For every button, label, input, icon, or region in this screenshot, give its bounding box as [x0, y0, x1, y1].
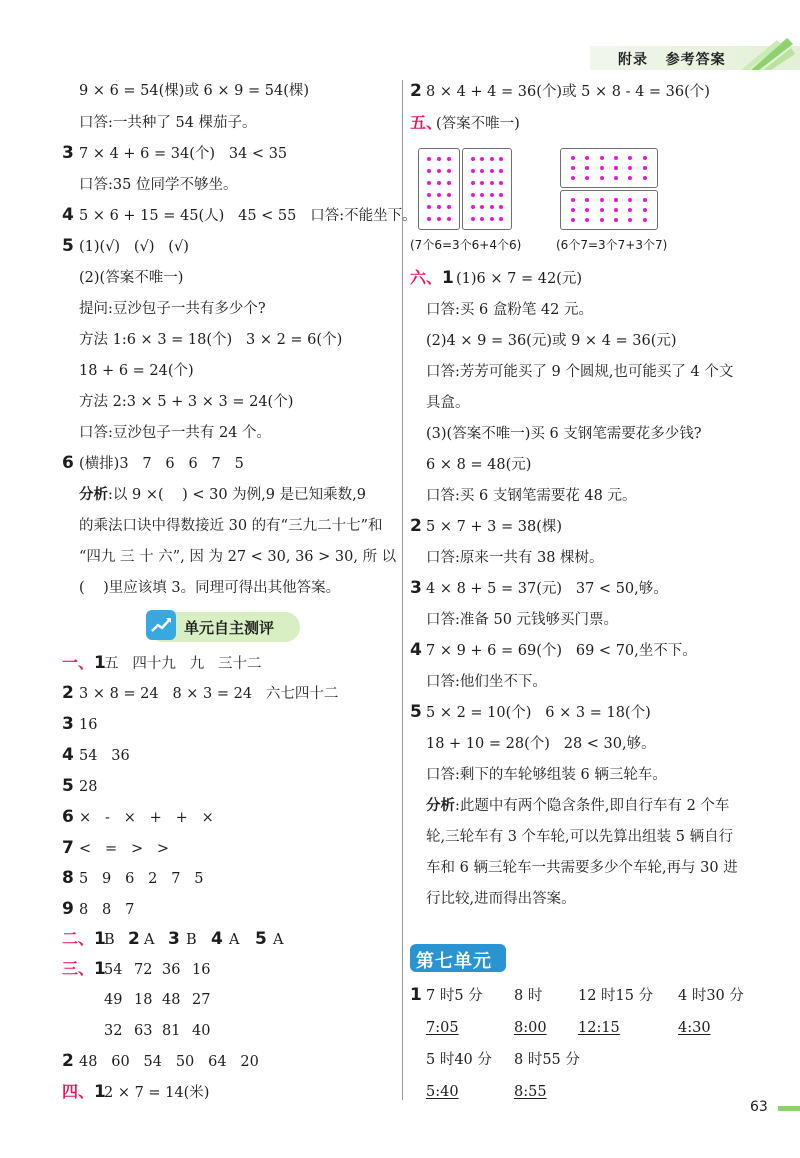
- dot: [614, 166, 618, 170]
- answer-line: 7 × 9 + 6 = 69(个) 69 < 70,坐不下。: [426, 643, 697, 659]
- analysis-line: “四九 三 十 六”, 因 为 27 < 30, 36 > 30, 所 以: [79, 549, 397, 565]
- dot-array-6x3-bottom: [560, 190, 658, 230]
- time-text: 5 时40 分: [426, 1052, 492, 1068]
- answer-line: 具盒。: [426, 395, 470, 411]
- page-number-bar: [778, 1106, 800, 1111]
- analysis-label: 分析: [426, 797, 455, 814]
- answer-line: 口答:芳芳可能买了 9 个圆规,也可能买了 4 个文: [426, 364, 734, 380]
- dot: [480, 217, 484, 221]
- page-number: 63: [750, 1099, 768, 1115]
- grid-cell: 27: [192, 992, 211, 1008]
- digital-time: 4:30: [678, 1020, 711, 1036]
- dot: [499, 193, 503, 197]
- dot: [600, 156, 604, 160]
- dot: [437, 181, 441, 185]
- answer-line: 8 × 4 + 4 = 36(个)或 5 × 8 - 4 = 36(个): [426, 84, 710, 100]
- analysis-line: 轮,三轮车有 3 个车轮,可以先算出组装 5 辆自行: [426, 829, 734, 845]
- dot: [427, 157, 431, 161]
- dot: [585, 156, 589, 160]
- question-number: 2: [410, 516, 422, 536]
- header-decoration-icon: [737, 36, 797, 72]
- answer-line: 口答:剩下的车轮够组装 6 辆三轮车。: [426, 767, 667, 783]
- dot: [437, 157, 441, 161]
- dot: [600, 198, 604, 202]
- grid-cell: 16: [192, 962, 211, 978]
- dot: [499, 181, 503, 185]
- dot: [585, 218, 589, 222]
- answer-line: 口答:他们坐不下。: [426, 674, 547, 690]
- analysis-label: 分析: [79, 486, 108, 503]
- answer-line: (2)4 × 9 = 36(元)或 9 × 4 = 36(元): [426, 333, 677, 349]
- dot: [447, 181, 451, 185]
- time-text: 8 时: [514, 988, 543, 1004]
- answer-line: (3)(答案不唯一)买 6 支钢笔需要花多少钱?: [426, 426, 702, 442]
- analysis-line: 分析:以 9 ×( ) < 30 为例,9 是已知乘数,9: [79, 486, 366, 503]
- dot: [480, 169, 484, 173]
- question-number: 6: [62, 453, 74, 473]
- dot: [447, 193, 451, 197]
- question-number: 4: [62, 745, 74, 765]
- dot: [480, 157, 484, 161]
- answer-line: 口答:买 6 盒粉笔 42 元。: [426, 302, 593, 318]
- question-number: 5: [62, 236, 74, 256]
- dot: [600, 166, 604, 170]
- dot: [427, 181, 431, 185]
- dot: [480, 205, 484, 209]
- answer-line: 五 四十九 九 三十二: [104, 656, 262, 672]
- digital-time: 8:00: [514, 1020, 547, 1036]
- answer-line: 5 × 2 = 10(个) 6 × 3 = 18(个): [426, 705, 651, 721]
- question-number: 4: [211, 929, 223, 949]
- dot: [585, 166, 589, 170]
- answer-line: (横排)3 7 6 6 7 5: [79, 456, 244, 472]
- answer-line: 口答:一共种了 54 棵茄子。: [79, 115, 257, 131]
- digital-time: 8:55: [514, 1084, 547, 1100]
- dot: [437, 205, 441, 209]
- question-number: 2: [128, 929, 140, 949]
- answer-choice: A: [273, 932, 284, 948]
- question-number: 5: [62, 776, 74, 796]
- analysis-line: ( )里应该填 3。同理可得出其他答案。: [79, 580, 341, 596]
- answer-line: 口答:35 位同学不够坐。: [79, 177, 238, 193]
- dot: [571, 208, 575, 212]
- unit-seven-title: 第七单元: [416, 951, 492, 972]
- grid-cell: 54: [104, 962, 123, 978]
- header-title: 附录 参考答案: [618, 52, 726, 68]
- dot: [600, 208, 604, 212]
- dot: [643, 198, 647, 202]
- time-text: 4 时30 分: [678, 988, 744, 1004]
- answer-line: × - × + + ×: [79, 810, 214, 826]
- dot: [447, 217, 451, 221]
- answer-choice: B: [104, 932, 115, 948]
- section-heading-2: 二、1: [62, 929, 106, 949]
- answer-line: 方法 1:6 × 3 = 18(个) 3 × 2 = 6(个): [79, 332, 343, 348]
- dot: [471, 217, 475, 221]
- question-number: 6: [62, 807, 74, 827]
- grid-cell: 18: [134, 992, 153, 1008]
- dot: [571, 218, 575, 222]
- answer-line: 18 + 6 = 24(个): [79, 363, 194, 379]
- grid-cell: 49: [104, 992, 123, 1008]
- dot: [600, 176, 604, 180]
- dot-array-caption: (6个7=3个7+3个7): [556, 238, 668, 252]
- dot: [471, 157, 475, 161]
- unit-seven-badge: [410, 944, 506, 972]
- dot: [614, 208, 618, 212]
- dot: [471, 205, 475, 209]
- dot: [571, 156, 575, 160]
- dot-array-4x6: [462, 148, 512, 230]
- dot: [628, 166, 632, 170]
- dot: [427, 205, 431, 209]
- answer-line: 口答:豆沙包子一共有 24 个。: [79, 425, 272, 441]
- answer-line: 方法 2:3 × 5 + 3 × 3 = 24(个): [79, 394, 294, 410]
- answer-line: 提问:豆沙包子一共有多少个?: [79, 301, 266, 317]
- dot: [490, 169, 494, 173]
- answer-line: 8 8 7: [79, 902, 135, 918]
- grid-cell: 81: [162, 1023, 181, 1039]
- column-divider: [402, 80, 403, 1100]
- answer-line: 9 × 6 = 54(棵)或 6 × 9 = 54(棵): [79, 83, 310, 99]
- dot: [437, 169, 441, 173]
- answer-line: (1)6 × 7 = 42(元): [456, 271, 582, 287]
- section-heading-5: 五、: [410, 113, 443, 132]
- analysis-line: 车和 6 辆三轮车一共需要多少个车轮,再与 30 进: [426, 860, 738, 876]
- dot: [628, 176, 632, 180]
- dot: [427, 193, 431, 197]
- answer-line: 16: [79, 717, 98, 733]
- answer-line: 5 × 6 + 15 = 45(人) 45 < 55 口答:不能坐下。: [79, 208, 417, 224]
- dot: [499, 217, 503, 221]
- question-number: 3: [168, 929, 180, 949]
- grid-cell: 63: [134, 1023, 153, 1039]
- digital-time: 12:15: [578, 1020, 620, 1036]
- answer-line: 4 × 8 + 5 = 37(元) 37 < 50,够。: [426, 581, 668, 597]
- dot: [614, 156, 618, 160]
- dot: [571, 198, 575, 202]
- grid-cell: 72: [134, 962, 153, 978]
- answer-line: 54 36: [79, 748, 130, 764]
- dot: [643, 166, 647, 170]
- analysis-line: 行比较,进而得出答案。: [426, 891, 576, 907]
- dot: [499, 205, 503, 209]
- unit-test-title: 单元自主测评: [184, 619, 275, 637]
- analysis-line: 的乘法口诀中得数接近 30 的有“三九二十七”和: [79, 518, 383, 534]
- dot: [499, 169, 503, 173]
- answer-line: < = > >: [79, 841, 170, 857]
- answer-line: 18 + 10 = 28(个) 28 < 30,够。: [426, 736, 656, 752]
- answer-line: 口答:原来一共有 38 棵树。: [426, 550, 604, 566]
- dot: [614, 176, 618, 180]
- dot: [437, 193, 441, 197]
- grid-cell: 36: [162, 962, 181, 978]
- question-number: 5: [255, 929, 267, 949]
- dot: [643, 156, 647, 160]
- dot: [490, 193, 494, 197]
- answer-note: (答案不唯一): [436, 116, 520, 132]
- dot: [600, 218, 604, 222]
- time-text: 12 时15 分: [578, 988, 654, 1004]
- digital-time: 5:40: [426, 1084, 459, 1100]
- question-number: 2: [62, 1051, 74, 1071]
- question-number: 4: [410, 640, 422, 660]
- question-number: 1: [410, 985, 422, 1005]
- dot: [490, 217, 494, 221]
- dot: [471, 181, 475, 185]
- answer-line: 口答:买 6 支钢笔需要花 48 元。: [426, 488, 637, 504]
- grid-cell: 40: [192, 1023, 211, 1039]
- answer-choice: A: [144, 932, 155, 948]
- grid-cell: 32: [104, 1023, 123, 1039]
- dot-array-6x3-top: [560, 148, 658, 188]
- question-number: 8: [62, 868, 74, 888]
- dot: [499, 157, 503, 161]
- dot: [628, 198, 632, 202]
- dot: [643, 176, 647, 180]
- question-number: 2: [62, 683, 74, 703]
- dot: [427, 169, 431, 173]
- question-number: 3: [62, 143, 74, 163]
- dot: [437, 217, 441, 221]
- dot: [427, 217, 431, 221]
- dot: [614, 218, 618, 222]
- dot: [490, 181, 494, 185]
- dot: [447, 157, 451, 161]
- section-heading-3: 三、1: [62, 959, 106, 979]
- dot: [447, 205, 451, 209]
- grid-cell: 48: [162, 992, 181, 1008]
- dot: [585, 208, 589, 212]
- dot: [585, 176, 589, 180]
- answer-line: 2 × 7 = 14(米): [104, 1085, 210, 1101]
- answer-line: (2)(答案不唯一): [79, 270, 184, 286]
- dot-array-3x6: [418, 148, 460, 230]
- dot: [643, 208, 647, 212]
- dot: [643, 218, 647, 222]
- page-header: [590, 46, 800, 70]
- time-text: 8 时55 分: [514, 1052, 580, 1068]
- question-number: 9: [62, 899, 74, 919]
- answer-line: 28: [79, 779, 98, 795]
- question-number: 2: [410, 81, 422, 101]
- section-heading-6: 六、1: [410, 268, 454, 288]
- dot: [628, 156, 632, 160]
- question-number: 7: [62, 838, 74, 858]
- dot: [490, 157, 494, 161]
- question-number: 3: [410, 578, 422, 598]
- dot: [471, 193, 475, 197]
- answer-line: 5 × 7 + 3 = 38(棵): [426, 519, 563, 535]
- dot: [571, 176, 575, 180]
- answer-line: 5 9 6 2 7 5: [79, 871, 204, 887]
- digital-time: 7:05: [426, 1020, 459, 1036]
- answer-line: 6 × 8 = 48(元): [426, 457, 532, 473]
- section-heading-1: 一、1: [62, 653, 106, 673]
- chart-trend-icon: [146, 610, 176, 640]
- section-heading-4: 四、1: [62, 1082, 106, 1102]
- answer-choice: A: [229, 932, 240, 948]
- unit-test-badge: [148, 612, 300, 642]
- answer-line: 3 × 8 = 24 8 × 3 = 24 六七四十二: [79, 686, 339, 702]
- dot: [571, 166, 575, 170]
- question-number: 5: [410, 702, 422, 722]
- dot: [480, 193, 484, 197]
- dot: [447, 169, 451, 173]
- question-number: 3: [62, 714, 74, 734]
- dot: [490, 205, 494, 209]
- dot-array-caption: (7个6=3个6+4个6): [410, 238, 522, 252]
- dot: [480, 181, 484, 185]
- answer-line: 48 60 54 50 64 20: [79, 1054, 259, 1070]
- analysis-line: 分析:此题中有两个隐含条件,即自行车有 2 个车: [426, 797, 730, 814]
- dot: [628, 208, 632, 212]
- dot: [471, 169, 475, 173]
- answer-line: 口答:准备 50 元钱够买门票。: [426, 612, 619, 628]
- dot: [628, 218, 632, 222]
- answer-line: (1)(√) (√) (√): [79, 239, 189, 255]
- question-number: 4: [62, 205, 74, 225]
- answer-line: 7 × 4 + 6 = 34(个) 34 < 35: [79, 146, 288, 162]
- time-text: 7 时5 分: [426, 988, 483, 1004]
- dot: [614, 198, 618, 202]
- dot: [585, 198, 589, 202]
- answer-choice: B: [186, 932, 197, 948]
